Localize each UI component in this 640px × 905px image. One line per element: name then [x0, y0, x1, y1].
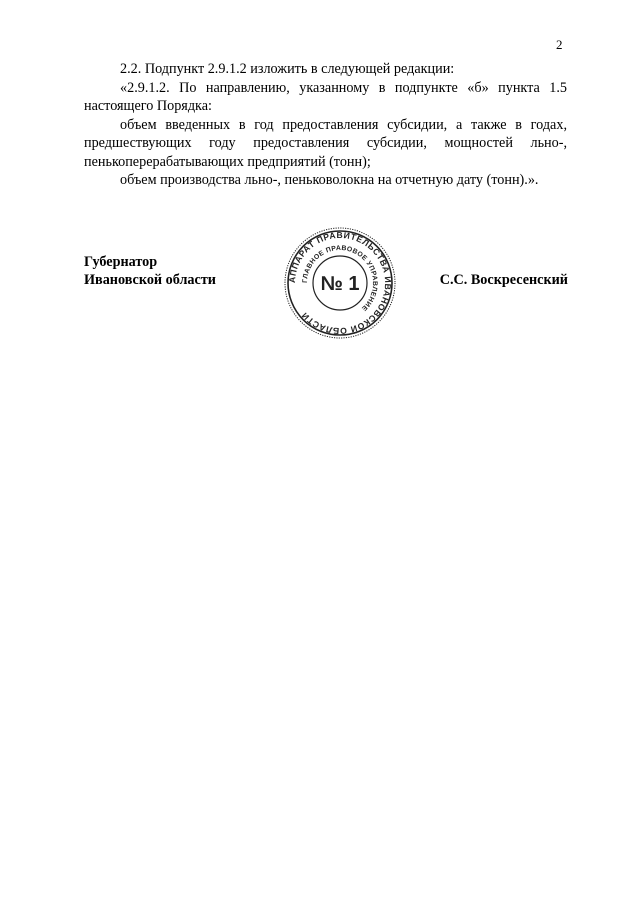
seal-center-text: № 1: [320, 273, 360, 295]
position-title: Губернатор: [84, 254, 158, 270]
seal-ring-text: АППАРАТ ПРАВИТЕЛЬСТВА ИВАНОВСКОЙ ОБЛАСТИ: [286, 229, 394, 337]
page-number: 2: [556, 37, 563, 52]
paragraph: объем введенных в год предоставления субсидии, а также в годах, предшествующих году предоставления субсидии, мощностей льно-, пенькоперерабатывающих предприятий (тонн);: [84, 116, 567, 170]
paragraph: «2.9.1.2. По направлению, указанному в подпункте «б» пункта 1.5 настоящего Порядка:: [84, 79, 567, 114]
signatory-name: С.С. Воскресенский: [439, 272, 568, 288]
position-region: Ивановской области: [84, 272, 216, 288]
paragraph: 2.2. Подпункт 2.9.1.2 изложить в следующей редакции:: [120, 61, 455, 77]
document-body: [84, 60, 567, 190]
official-seal: [283, 226, 397, 340]
paragraph: объем производства льно-, пеньковолокна на отчетную дату (тонн).».: [120, 172, 539, 188]
seal-inner-text: ГЛАВНОЕ ПРАВОВОЕ УПРАВЛЕНИЕ: [301, 244, 379, 313]
signatory-position: [84, 253, 216, 289]
